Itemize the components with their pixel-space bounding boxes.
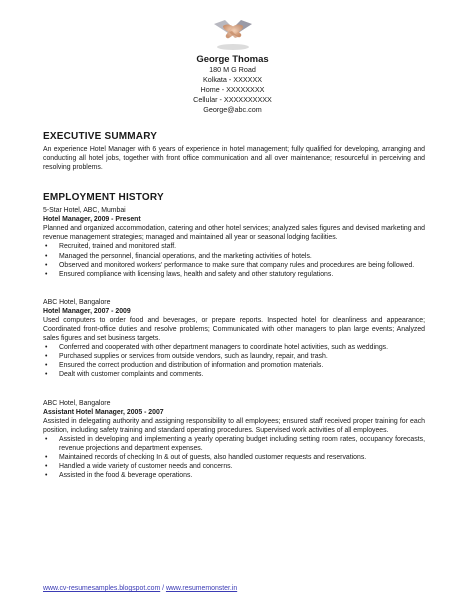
job-company: ABC Hotel, Bangalore — [43, 298, 111, 306]
bullet-icon: • — [45, 435, 48, 443]
bullet-text: Recruited, trained and monitored staff. — [59, 243, 177, 251]
list-item — [43, 453, 425, 462]
section-title: EXECUTIVE SUMMARY — [43, 131, 158, 142]
list-item — [43, 242, 425, 251]
bullet-icon: • — [45, 371, 48, 379]
footer-link-cv-resumesamples[interactable]: www.cv-resumesamples.blogspot.com — [43, 585, 161, 592]
employment-history-section — [43, 192, 425, 480]
job-description: Assisted in delegating authority and assigning responsibility to all employees; ensured staff received proper training for each position, including safety training and standard operating procedures. Supervised work activities of all employees. — [43, 417, 425, 434]
bullet-text: Conferred and cooperated with other department managers to coordinate hotel activities, such as weddings. — [59, 344, 389, 352]
resume-body — [43, 131, 425, 480]
list-item — [43, 361, 425, 370]
bullet-text: Ensured compliance with licensing laws, health and safety and other statutory regulations. — [59, 270, 334, 278]
bullet-icon: • — [45, 472, 48, 480]
home-phone: Home - XXXXXXXX — [200, 85, 265, 94]
summary-text: An experience Hotel Manager with 6 years of experience in hotel management; fully qualified for developing, arranging and conducting all hotel jobs, together with front office communication and all over maintenance; resourceful in perceiving and resolving problems. — [43, 146, 425, 172]
bullet-text: Managed the personnel, financial operations, and the marketing activities of hotels. — [59, 252, 312, 260]
bullet-icon: • — [45, 353, 48, 361]
email-address: George@abc.com — [203, 105, 262, 114]
bullet-icon: • — [45, 252, 48, 260]
candidate-name: George Thomas — [196, 54, 269, 65]
list-item — [43, 252, 425, 261]
job-bullet-list — [43, 242, 425, 278]
cellular-phone: Cellular - XXXXXXXXXX — [193, 95, 272, 104]
job-role: Hotel Manager, 2007 - 2009 — [43, 307, 131, 315]
job-description: Used computers to order food and beverages, or prepare reports. Inspected hotel for cleanliness and appearance; Coordinated front-office duties and resolve problems; Communicated with other managers to plan large events; Analyzed sales figures and set business targets. — [43, 316, 425, 343]
address-line: 180 M G Road — [209, 65, 256, 74]
handshake-icon — [211, 14, 255, 52]
bullet-text: Maintained records of checking In & out of guests, also handled customer requests and reservations. — [59, 453, 367, 461]
bullet-icon: • — [45, 344, 48, 352]
bullet-icon: • — [45, 243, 48, 251]
job-bullet-list — [43, 343, 425, 379]
job-company: 5-Star Hotel, ABC, Mumbai — [43, 207, 126, 215]
bullet-text: Handled a wide variety of customer needs and concerns. — [59, 462, 233, 470]
bullet-icon: • — [45, 270, 48, 278]
bullet-icon: • — [45, 362, 48, 370]
bullet-text: Assisted in developing and implementing a yearly operating budget including setting room rates, occupancy forecasts, revenue projections and department expenses. — [59, 435, 425, 452]
bullet-icon: • — [45, 453, 48, 461]
job-entry — [43, 298, 425, 380]
job-role: Assistant Hotel Manager, 2005 - 2007 — [43, 408, 164, 416]
bullet-text: Ensured the correct production and distribution of information and promotion materials. — [59, 362, 324, 370]
list-item — [43, 435, 425, 453]
list-item — [43, 370, 425, 379]
bullet-icon: • — [45, 462, 48, 470]
section-title: EMPLOYMENT HISTORY — [43, 192, 164, 204]
resume-header — [0, 14, 465, 115]
job-description: Planned and organized accommodation, catering and other hotel services; analyzed sales figures and devised marketing and revenue management strategies; managed and maintained all year or seasonal lodging facilities. — [43, 225, 425, 242]
bullet-text: Assisted in the food & beverage operations. — [59, 472, 193, 480]
executive-summary-section — [43, 131, 425, 172]
list-item — [43, 343, 425, 352]
list-item — [43, 270, 425, 279]
list-item — [43, 471, 425, 480]
job-entry — [43, 399, 425, 481]
list-item — [43, 261, 425, 270]
footer-link-resumemonster[interactable]: www.resumemonster.in — [165, 585, 238, 592]
bullet-text: Dealt with customer complaints and comments. — [59, 371, 204, 379]
job-bullet-list — [43, 435, 425, 480]
bullet-text: Purchased supplies or services from outside vendors, such as laundry, repair, and trash. — [59, 353, 328, 361]
job-role: Hotel Manager, 2009 - Present — [43, 216, 141, 224]
footer-links — [43, 585, 237, 592]
bullet-text: Observed and monitored workers' performance to make sure that company rules and procedures are being followed. — [59, 261, 415, 269]
list-item — [43, 462, 425, 471]
list-item — [43, 352, 425, 361]
footer-separator: / — [160, 585, 166, 592]
job-company: ABC Hotel, Bangalore — [43, 399, 111, 407]
job-entry — [43, 206, 425, 279]
city-line: Kolkata - XXXXXX — [202, 75, 263, 84]
bullet-icon: • — [45, 261, 48, 269]
